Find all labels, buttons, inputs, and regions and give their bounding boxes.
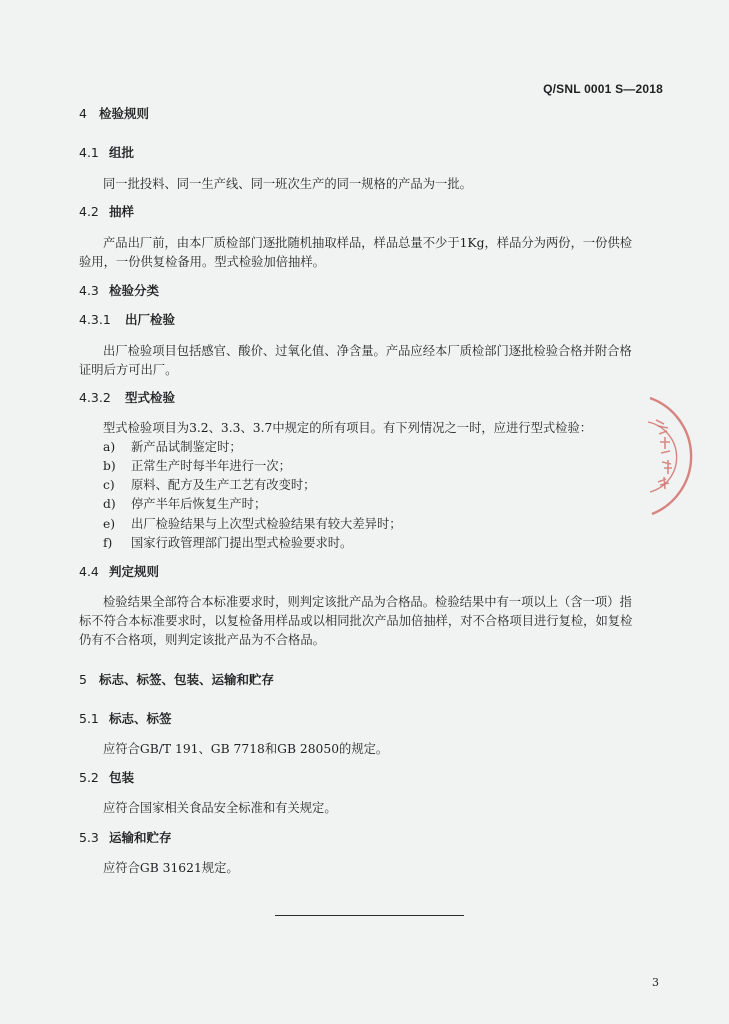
section-title: 包装	[109, 770, 135, 785]
list-item	[103, 475, 315, 493]
list-text: 国家行政管理部门提出型式检验要求时。	[131, 536, 353, 550]
paragraph-5-3: 应符合GB 31621规定。	[103, 861, 239, 875]
section-5-heading	[79, 670, 274, 688]
section-4-3-2-heading	[79, 388, 175, 406]
section-number: 4.4	[79, 564, 99, 579]
end-rule	[275, 915, 464, 916]
list-marker: a)	[103, 440, 116, 454]
section-title: 判定规则	[109, 564, 160, 579]
list-marker: f)	[103, 536, 113, 550]
list-marker: c)	[103, 478, 115, 492]
section-5-2-heading	[79, 768, 134, 786]
list-item	[103, 456, 291, 474]
section-title: 抽样	[109, 204, 135, 219]
paragraph-4-4-line-2: 标不符合本标准要求时，以复检备用样品或以相同批次产品加倍抽样，对不合格项目进行复检，如复检	[79, 614, 633, 628]
section-number: 4.3	[79, 283, 99, 298]
section-4-1-heading	[79, 143, 134, 161]
section-title: 组批	[109, 145, 135, 160]
paragraph-5-2: 应符合国家相关食品安全标准和有关规定。	[103, 801, 337, 815]
paragraph-4-2-line-1: 产品出厂前，由本厂质检部门逐批随机抽取样品，样品总量不少于1Kg，样品分为两份，一份供检	[103, 236, 633, 250]
paragraph-4-4-line-3: 仍有不合格项，则判定该批产品为不合格品。	[79, 633, 325, 647]
paragraph-4-4-line-1: 检验结果全部符合本标准要求时，则判定该批产品为合格品。检验结果中有一项以上（含一项）指	[103, 595, 632, 609]
section-4-3-heading	[79, 281, 159, 299]
page-number: 3	[652, 976, 659, 989]
list-marker: e)	[103, 517, 116, 531]
standard-code: Q/SNL 0001 S—2018	[543, 82, 663, 96]
section-5-3-heading	[79, 828, 172, 846]
section-number: 5.2	[79, 770, 99, 785]
list-text: 停产半年后恢复生产时；	[131, 497, 267, 511]
paragraph-4-1: 同一批投料、同一生产线、同一班次生产的同一规格的产品为一批。	[103, 177, 472, 191]
list-text: 出厂检验结果与上次型式检验结果有较大差异时；	[131, 517, 402, 531]
section-number: 5	[79, 672, 87, 687]
list-marker: d)	[103, 497, 116, 511]
section-number: 5.1	[79, 711, 99, 726]
section-4-2-heading	[79, 202, 134, 220]
section-number: 4.3.2	[79, 390, 111, 405]
section-title: 运输和贮存	[109, 830, 172, 845]
list-text: 新产品试制鉴定时；	[131, 440, 242, 454]
list-item	[103, 494, 266, 512]
section-number: 4.2	[79, 204, 99, 219]
paragraph-4-3-1-line-1: 出厂检验项目包括感官、酸价、过氧化值、净含量。产品应经本厂质检部门逐批检验合格并附合格	[103, 344, 632, 358]
section-5-1-heading	[79, 709, 172, 727]
section-title: 检验规则	[99, 106, 150, 121]
section-number: 4.3.1	[79, 312, 111, 327]
list-item	[103, 533, 352, 551]
section-number: 4.1	[79, 145, 99, 160]
section-4-4-heading	[79, 562, 159, 580]
section-title: 标志、标签	[109, 711, 172, 726]
section-4-heading	[79, 104, 149, 122]
list-item	[103, 514, 402, 532]
paragraph-4-2-line-2: 验用，一份供复检备用。型式检验加倍抽样。	[79, 255, 325, 269]
seal-arc	[650, 398, 691, 514]
seal-stamp-icon	[612, 392, 702, 520]
paragraph-5-1: 应符合GB/T 191、GB 7718和GB 28050的规定。	[103, 742, 389, 756]
section-title: 标志、标签、包装、运输和贮存	[99, 672, 275, 687]
list-text: 原料、配方及生产工艺有改变时；	[131, 478, 316, 492]
list-marker: b)	[103, 459, 116, 473]
paragraph-4-3-1-line-2: 证明后方可出厂。	[79, 363, 178, 377]
section-number: 5.3	[79, 830, 99, 845]
paragraph-4-3-2-intro: 型式检验项目为3.2、3.3、3.7中规定的所有项目。有下列情况之一时，应进行型式检验：	[103, 421, 593, 435]
list-text: 正常生产时每半年进行一次；	[131, 459, 291, 473]
section-title: 型式检验	[125, 390, 176, 405]
section-4-3-1-heading	[79, 310, 175, 328]
section-number: 4	[79, 106, 87, 121]
list-item	[103, 437, 242, 455]
section-title: 出厂检验	[125, 312, 176, 327]
section-title: 检验分类	[109, 283, 160, 298]
